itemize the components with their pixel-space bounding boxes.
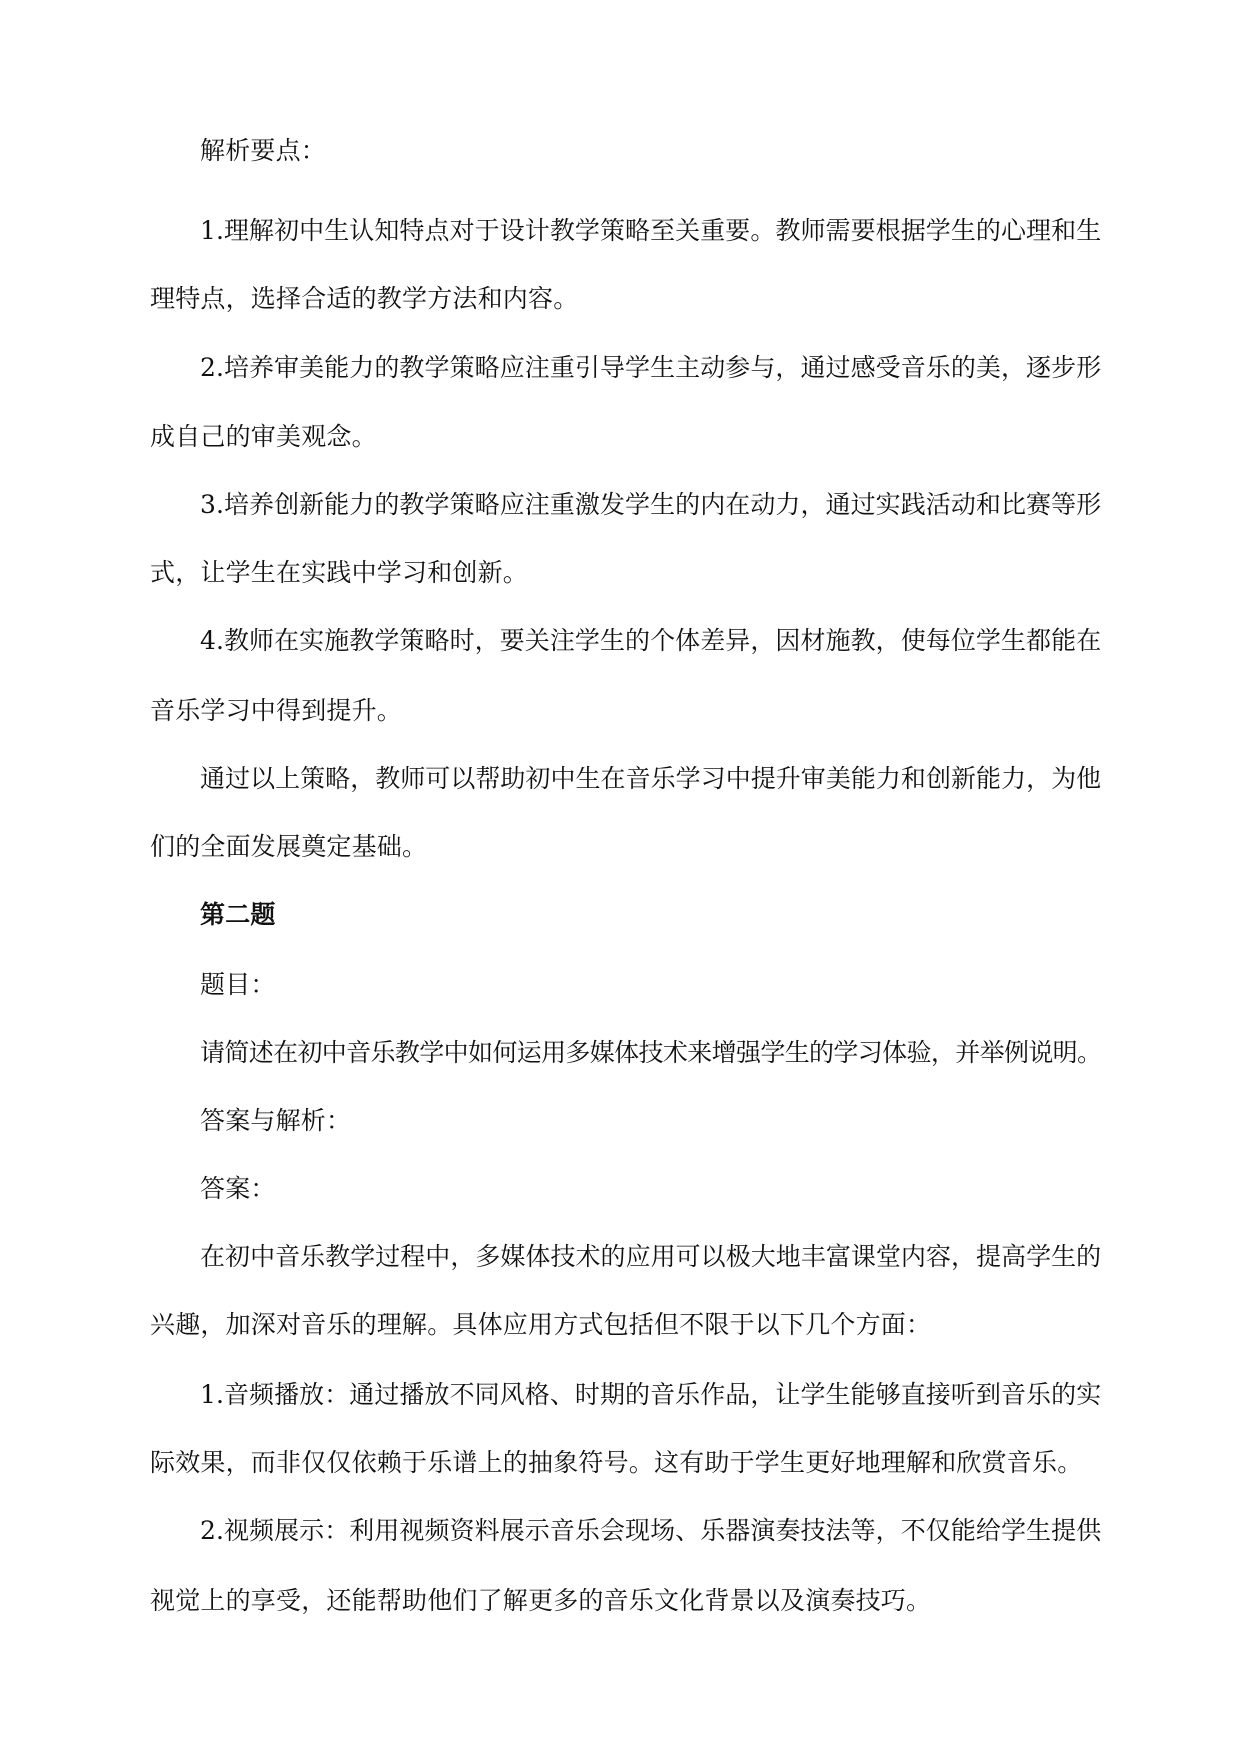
line-point-2a: 2.培养审美能力的教学策略应注重引导学生主动参与，通过感受音乐的美，逐步形 (200, 353, 1102, 382)
line-question-text: 请简述在初中音乐教学中如何运用多媒体技术来增强学生的学习体验，并举例说明。 (200, 1038, 1102, 1067)
line-answer-2a: 2.视频展示：利用视频资料展示音乐会现场、乐器演奏技法等，不仅能给学生提供 (200, 1516, 1102, 1545)
line-answer-2b: 视觉上的享受，还能帮助他们了解更多的音乐文化背景以及演奏技巧。 (150, 1586, 932, 1615)
line-point-3b: 式，让学生在实践中学习和创新。 (150, 558, 529, 587)
line-answer-1a: 1.音频播放：通过播放不同风格、时期的音乐作品，让学生能够直接听到音乐的实 (200, 1380, 1102, 1409)
line-point-3a: 3.培养创新能力的教学策略应注重激发学生的内在动力，通过实践活动和比赛等形 (200, 490, 1102, 519)
line-answer-intro-a: 在初中音乐教学过程中，多媒体技术的应用可以极大地丰富课堂内容，提高学生的 (200, 1242, 1102, 1271)
line-analysis-heading: 解析要点： (200, 136, 327, 165)
line-question-label: 题目： (200, 970, 276, 999)
line-point-1a: 1.理解初中生认知特点对于设计教学策略至关重要。教师需要根据学生的心理和生 (200, 216, 1102, 245)
line-point-4a: 4.教师在实施教学策略时，要关注学生的个体差异，因材施教，使每位学生都能在 (200, 626, 1102, 655)
section-heading-question-2: 第二题 (200, 900, 276, 929)
line-answer-1b: 际效果，而非仅仅依赖于乐谱上的抽象符号。这有助于学生更好地理解和欣赏音乐。 (150, 1448, 1083, 1477)
line-summary-a: 通过以上策略，教师可以帮助初中生在音乐学习中提升审美能力和创新能力，为他 (200, 764, 1102, 793)
line-answer-intro-b: 兴趣，加深对音乐的理解。具体应用方式包括但不限于以下几个方面： (150, 1310, 932, 1339)
line-answer-analysis-label: 答案与解析： (200, 1106, 352, 1135)
line-point-2b: 成自己的审美观念。 (150, 422, 377, 451)
line-answer-label: 答案： (200, 1174, 276, 1203)
line-point-1b: 理特点，选择合适的教学方法和内容。 (150, 284, 579, 313)
line-point-4b: 音乐学习中得到提升。 (150, 696, 403, 725)
line-summary-b: 们的全面发展奠定基础。 (150, 832, 428, 861)
